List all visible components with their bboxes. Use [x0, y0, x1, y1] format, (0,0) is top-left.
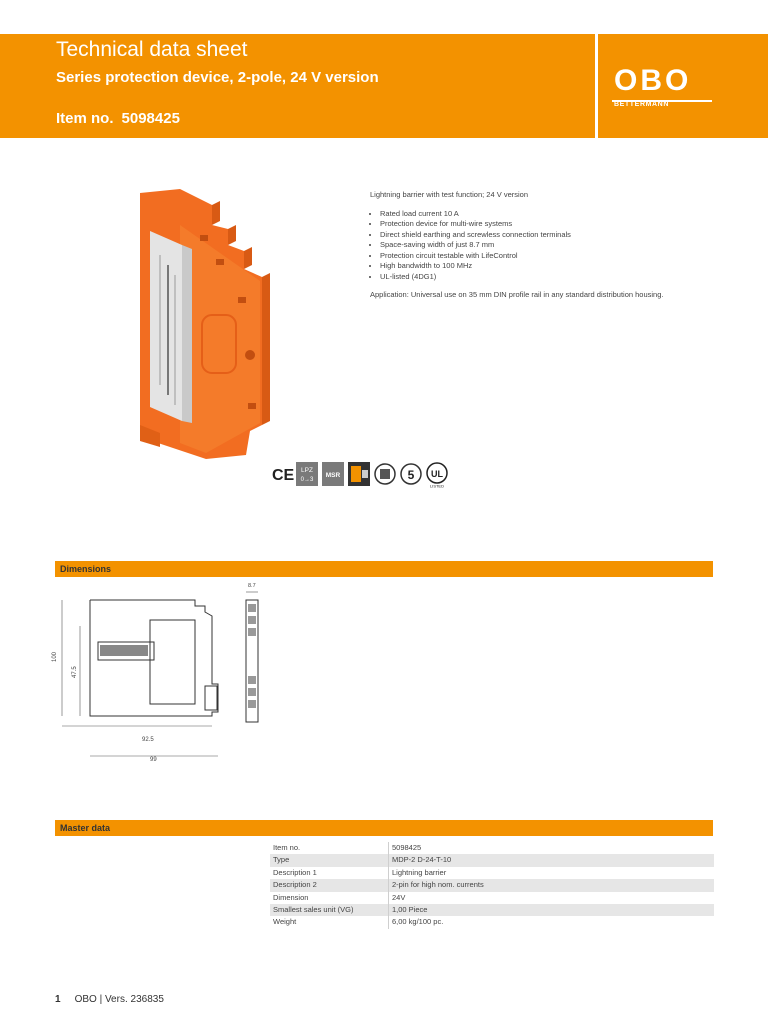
- svg-text:100: 100: [52, 651, 58, 662]
- svg-text:MSR: MSR: [325, 472, 341, 479]
- product-description: [370, 190, 730, 301]
- svg-text:0→3: 0→3: [300, 477, 314, 483]
- master-data-heading: Master data: [60, 823, 111, 833]
- logo-subtext: BETTERMANN: [614, 101, 669, 108]
- dimension-drawing: [50, 580, 280, 770]
- svg-text:5: 5: [407, 468, 415, 482]
- row-value: 6,00 kg/100 pc.: [392, 917, 444, 927]
- row-value: 5098425: [392, 843, 422, 852]
- dimensions-heading: Dimensions: [60, 564, 112, 574]
- msr-icon: [322, 462, 344, 491]
- row-key: Item no.: [270, 842, 389, 854]
- footer-version: OBO | Vers. 236835: [74, 994, 164, 1005]
- item-label: Item no.: [56, 110, 114, 127]
- logo-wordmark: OBO: [614, 64, 692, 97]
- svg-text:92.5: 92.5: [142, 737, 154, 743]
- feature-item: • Direct shield earthing and screwless connection terminals: [380, 230, 730, 241]
- svg-text:8.7: 8.7: [248, 583, 256, 589]
- table-row: [270, 879, 714, 891]
- table-row: [270, 916, 714, 928]
- feature-item: • Space-saving width of just 8.7 mm: [380, 240, 730, 251]
- row-value: 1,00 Piece: [389, 904, 715, 916]
- connection-icon: [348, 462, 370, 491]
- feature-list: [370, 209, 730, 283]
- page-number: 1: [55, 994, 61, 1005]
- svg-text:UL: UL: [431, 469, 443, 479]
- page-subtitle: Series protection device, 2-pole, 24 V version: [56, 69, 379, 86]
- testing-icon: [374, 462, 396, 491]
- svg-text:LISTED: LISTED: [429, 483, 445, 489]
- obo-logo: [612, 66, 716, 110]
- feature-item: • High bandwidth to 100 MHz: [380, 261, 730, 272]
- row-value: 2-pin for high nom. currents: [389, 879, 715, 891]
- feature-item: • Protection device for multi-wire systems: [380, 219, 730, 230]
- lpz-icon: [296, 462, 318, 491]
- svg-text:47.5: 47.5: [72, 666, 78, 678]
- row-value: Lightning barrier: [392, 867, 447, 877]
- ul-listed-icon: [426, 462, 448, 493]
- item-number-line: [56, 110, 180, 127]
- ce-mark-icon: [272, 466, 295, 487]
- row-key: Type: [270, 854, 389, 866]
- table-row: [270, 842, 714, 854]
- feature-item: • Protection circuit testable with LifeControl: [380, 251, 730, 262]
- row-key: Smallest sales unit (VG): [270, 904, 389, 916]
- row-key: Weight: [270, 916, 389, 928]
- page-title: Technical data sheet: [56, 38, 248, 61]
- five-year-icon: [400, 462, 422, 491]
- svg-text:CE: CE: [272, 467, 295, 484]
- table-row: [270, 904, 714, 916]
- dimensions-section-header: [55, 561, 713, 577]
- header-divider: [595, 34, 598, 138]
- table-row: [270, 867, 714, 879]
- feature-item: • UL-listed (4DG1): [380, 272, 730, 283]
- svg-text:LPZ: LPZ: [301, 467, 313, 474]
- product-image: [120, 185, 290, 465]
- page-footer: [55, 994, 164, 1005]
- master-data-table: [270, 842, 714, 929]
- row-key: Description 2: [270, 879, 389, 891]
- row-key: Description 1: [270, 867, 389, 879]
- application-text: Application: Universal use on 35 mm DIN profile rail in any standard distribution housing.: [370, 290, 664, 299]
- row-key: Dimension: [270, 892, 389, 904]
- row-value: MDP-2 D-24-T-10: [389, 854, 715, 866]
- header-banner: [0, 34, 768, 138]
- description-intro: Lightning barrier with test function; 24 V version: [370, 190, 529, 199]
- feature-item: • Rated load current 10 A: [380, 209, 730, 220]
- item-number: 5098425: [121, 110, 180, 127]
- table-row: [270, 892, 714, 904]
- master-data-section-header: [55, 820, 713, 836]
- table-row: [270, 854, 714, 866]
- row-value: 24V: [392, 892, 406, 902]
- svg-text:99: 99: [150, 757, 157, 763]
